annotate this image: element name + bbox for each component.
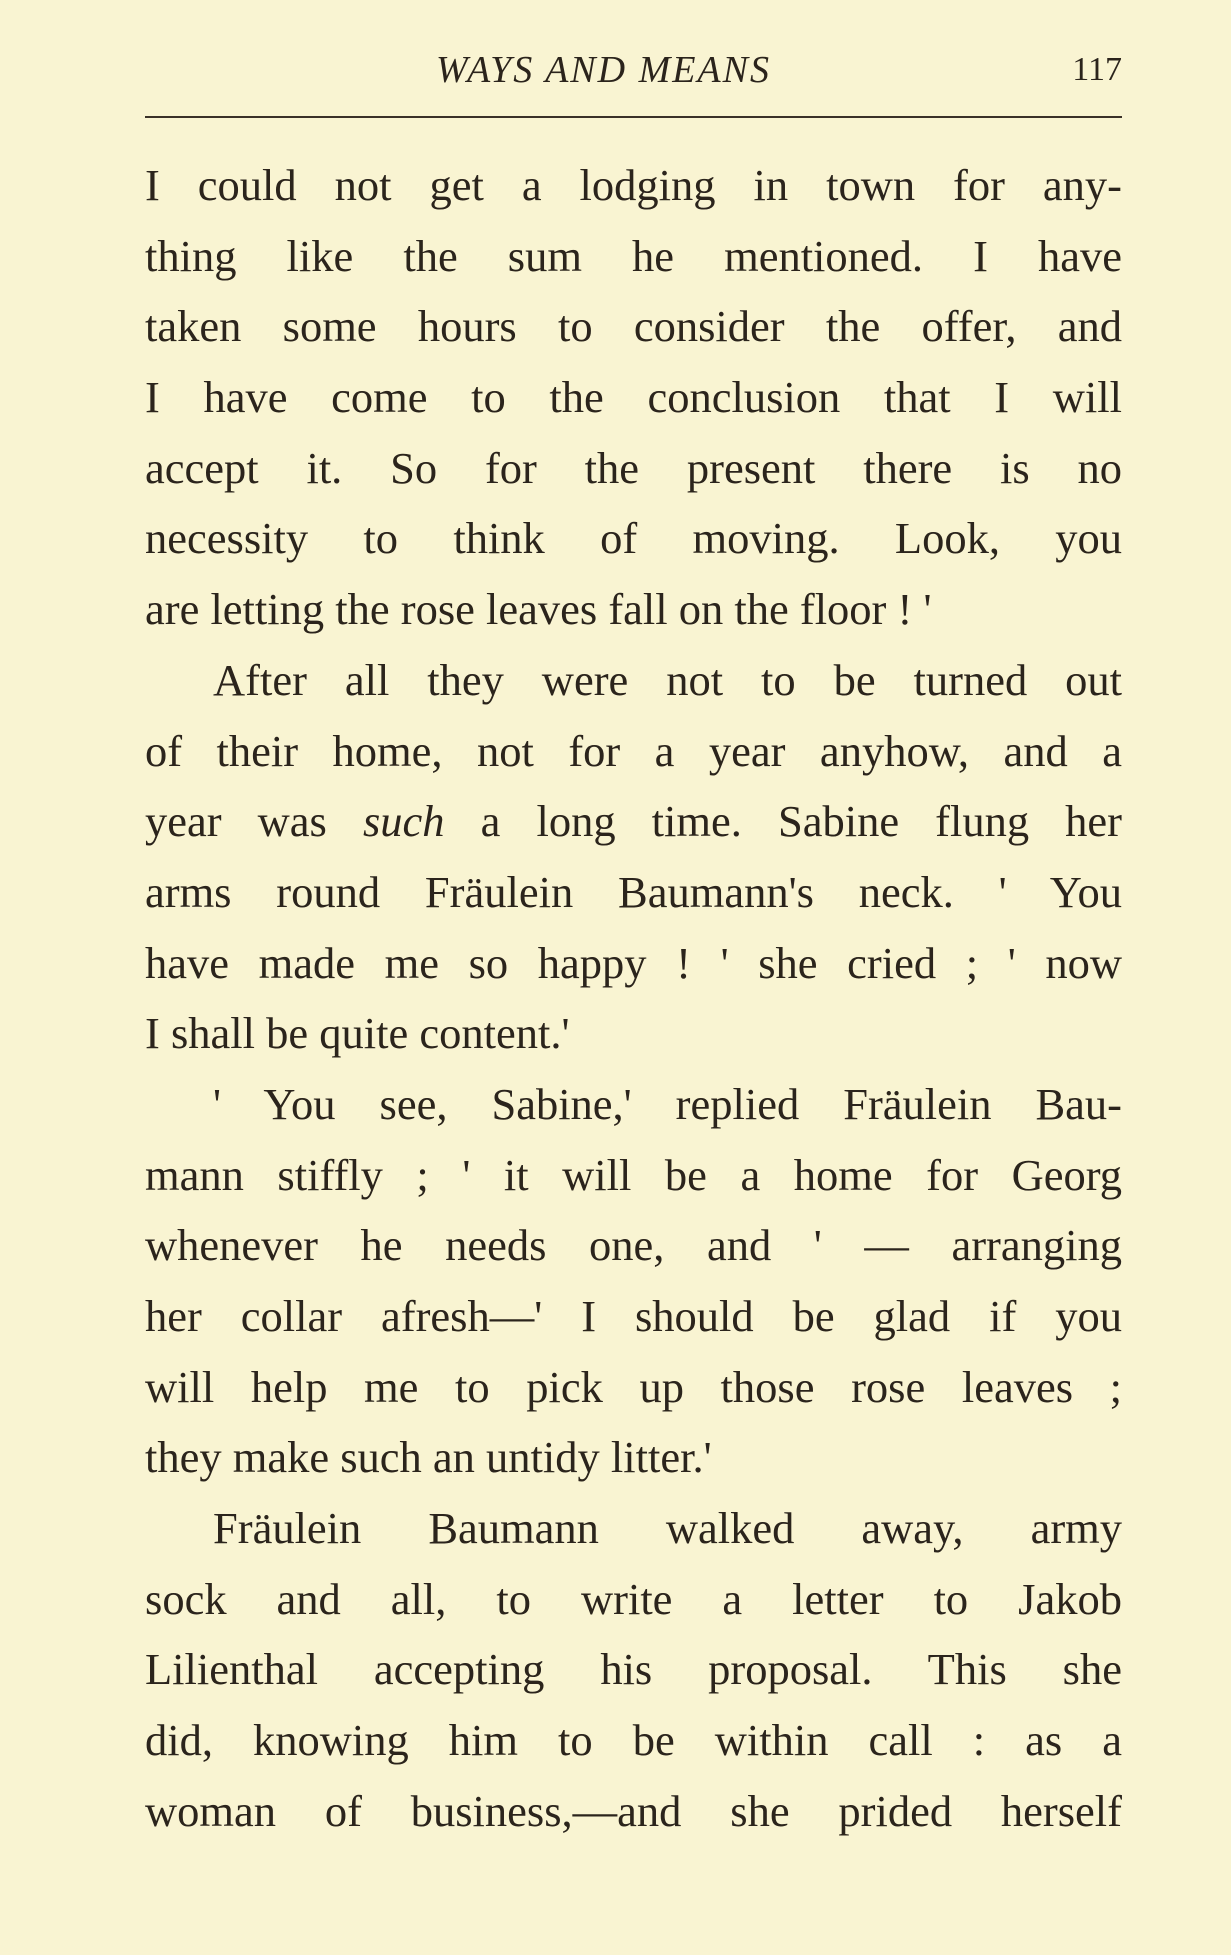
italic-emphasis: such: [362, 796, 445, 847]
text-line: thing like the sum he mentioned. I have: [145, 230, 1122, 281]
text-line: woman of business,—and she prided herself: [145, 1785, 1122, 1836]
paragraph-end-line: are letting the rose leaves fall on the floor ! ': [145, 584, 932, 635]
running-head: [145, 46, 1122, 94]
text-line: I could not get a lodging in town for any-: [145, 160, 1122, 210]
text-line: will help me to pick up those rose leaves ;: [145, 1361, 1122, 1412]
paragraph-end-line: I shall be quite content.': [145, 1008, 570, 1059]
text-line: mann stiffly ; ' it will be a home for Georg: [145, 1149, 1122, 1200]
text-line: Lilienthal accepting his proposal. This she: [145, 1644, 1122, 1695]
paragraph-start-line: After all they were not to be turned out: [213, 654, 1122, 705]
text-line: arms round Fräulein Baumann's neck. ' You: [145, 866, 1122, 917]
running-title: WAYS AND MEANS: [436, 49, 771, 91]
text-line: accept it. So for the present there is no: [145, 442, 1122, 493]
text-line: taken some hours to consider the offer, and: [145, 301, 1122, 352]
text-line: I have come to the conclusion that I will: [145, 372, 1122, 423]
text-line: her collar afresh—' I should be glad if you: [145, 1291, 1122, 1341]
text-line: did, knowing him to be within call : as a: [145, 1715, 1122, 1766]
header-rule: [145, 116, 1122, 118]
text-line: have made me so happy ! ' she cried ; ' now: [145, 937, 1122, 988]
page-number: 117: [1072, 51, 1122, 88]
text-segment: year was: [145, 796, 363, 847]
paragraph-start-line: Fräulein Baumann walked away, army: [213, 1503, 1122, 1554]
body-text: [145, 150, 1122, 1847]
text-line-with-emphasis: [145, 786, 1122, 857]
text-line: whenever he needs one, and ' — arranging: [145, 1220, 1122, 1271]
text-line: necessity to think of moving. Look, you: [145, 513, 1122, 564]
text-line: of their home, not for a year anyhow, and a: [145, 725, 1122, 776]
paragraph-start-line: ' You see, Sabine,' replied Fräulein Bau-: [213, 1078, 1122, 1129]
text-segment: a long time. Sabine flung her: [444, 796, 1122, 847]
text-line: sock and all, to write a letter to Jakob: [145, 1573, 1122, 1624]
paragraph-end-line: they make such an untidy litter.': [145, 1432, 712, 1483]
